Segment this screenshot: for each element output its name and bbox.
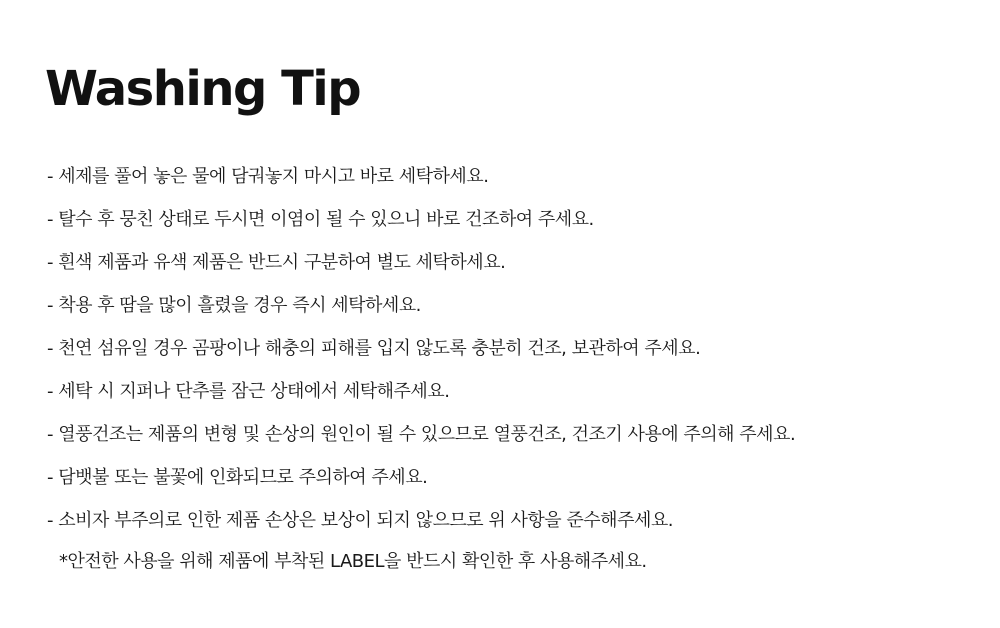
- tip-item: - 열풍건조는 제품의 변형 및 손상의 원인이 될 수 있으므로 열풍건조, 건조기 사용에 주의해 주세요.: [47, 424, 796, 445]
- tip-item: - 세탁 시 지퍼나 단추를 잠근 상태에서 세탁해주세요.: [47, 381, 450, 402]
- tip-item: - 소비자 부주의로 인한 제품 손상은 보상이 되지 않으므로 위 사항을 준수해주세요.: [47, 510, 673, 531]
- tip-item: - 착용 후 땀을 많이 흘렸을 경우 즉시 세탁하세요.: [47, 295, 421, 316]
- tip-item: - 천연 섬유일 경우 곰팡이나 해충의 피해를 입지 않도록 충분히 건조, 보관하여 주세요.: [47, 338, 701, 359]
- label-notice: *안전한 사용을 위해 제품에 부착된 LABEL을 반드시 확인한 후 사용해주세요.: [59, 551, 647, 572]
- tip-item: - 세제를 풀어 놓은 물에 담궈놓지 마시고 바로 세탁하세요.: [47, 166, 489, 187]
- tip-item: - 흰색 제품과 유색 제품은 반드시 구분하여 별도 세탁하세요.: [47, 252, 506, 273]
- washing-tips-list: [47, 162, 977, 549]
- page-title: Washing Tip: [45, 61, 361, 117]
- tip-item: - 담뱃불 또는 불꽃에 인화되므로 주의하여 주세요.: [47, 467, 428, 488]
- tip-item: - 탈수 후 뭉친 상태로 두시면 이염이 될 수 있으니 바로 건조하여 주세요.: [47, 209, 594, 230]
